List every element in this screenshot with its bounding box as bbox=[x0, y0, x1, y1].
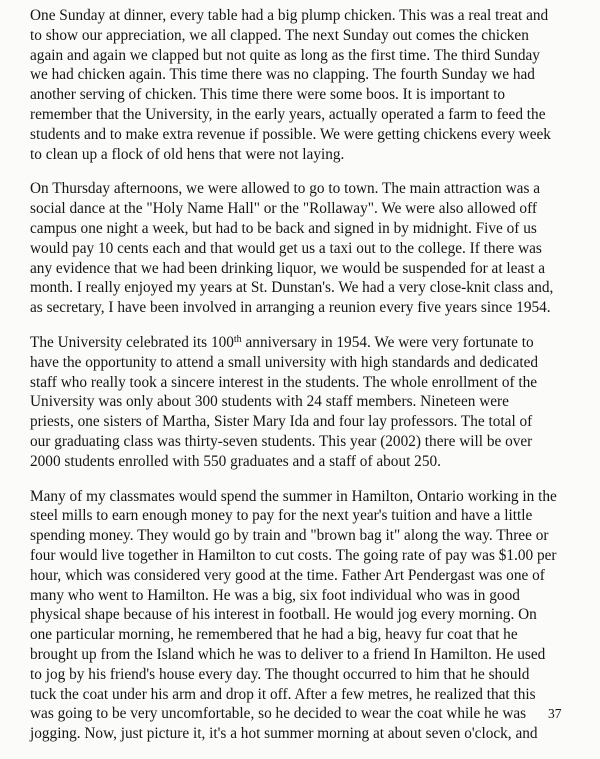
text-line: social dance at the "Holy Name Hall" or the "Rollaway". We were also allowed off bbox=[30, 200, 537, 218]
text-line: to clean up a flock of old hens that were not laying. bbox=[30, 145, 345, 163]
text-line: students and to make extra revenue if possible. We were getting chickens every week bbox=[30, 125, 551, 143]
text-line: again and again we clapped but not quite as long as the first time. The third Sunday bbox=[30, 46, 540, 64]
text-line: staff who really took a sincere interest in the students. The whole enrollment of the bbox=[30, 373, 538, 391]
text-line: tuck the coat under his arm and drop it off. After a few metres, he realized that this bbox=[30, 685, 536, 703]
text-segment: anniversary in 1954. We were very fortunate to bbox=[241, 333, 534, 351]
text-line: hour, which was considered very good at the time. Father Art Pendergast was one of bbox=[30, 566, 545, 584]
text-line: another serving of chicken. This time there were some boos. It is important to bbox=[30, 86, 506, 104]
ordinal-superscript: th bbox=[233, 333, 242, 345]
text-line: priests, one sisters of Martha, Sister Mary Ida and four lay professors. The total of bbox=[30, 413, 533, 431]
paragraph-summer-in-hamilton bbox=[30, 487, 590, 744]
text-line: jogging. Now, just picture it, it's a hot summer morning at about seven o'clock, and bbox=[30, 725, 538, 743]
text-line: month. I really enjoyed my years at St. Dunstan's. We had a very close-knit class and, bbox=[30, 279, 554, 297]
text-line: steel mills to earn enough money to pay for the next year's tuition and have a little bbox=[30, 507, 533, 525]
text-line: was going to be very uncomfortable, so he decided to wear the coat while he was bbox=[30, 705, 527, 723]
text-line: have the opportunity to attend a small university with high standards and dedicated bbox=[30, 353, 539, 371]
text-line: as secretary, I have been involved in arranging a reunion every five years since 1954. bbox=[30, 299, 551, 317]
text-line: would pay 10 cents each and that would get us a taxi out to the college. If there was bbox=[30, 239, 542, 257]
text-line: to show our appreciation, we all clapped. The next Sunday out comes the chicken bbox=[30, 26, 529, 44]
text-line bbox=[30, 333, 590, 353]
text-line: our graduating class was thirty-seven students. This year (2002) there will be over bbox=[30, 432, 533, 450]
document-page bbox=[30, 6, 590, 759]
text-line: brought up from the Island which he was to deliver to a friend In Hamilton. He used bbox=[30, 645, 546, 663]
text-line: University was only about 300 students with 24 staff members. Nineteen were bbox=[30, 393, 509, 411]
text-line: remember that the University, in the early years, actually operated a farm to feed the bbox=[30, 105, 546, 123]
paragraph-chicken-dinners bbox=[30, 6, 590, 164]
text-line: four would live together in Hamilton to cut costs. The going rate of pay was $1.00 per bbox=[30, 546, 557, 564]
paragraph-university-anniversary bbox=[30, 333, 590, 472]
text-line: one particular morning, he remembered that he had a big, heavy fur coat that he bbox=[30, 626, 518, 644]
text-line: Many of my classmates would spend the summer in Hamilton, Ontario working in the bbox=[30, 487, 557, 505]
text-line: On Thursday afternoons, we were allowed to go to town. The main attraction was a bbox=[30, 180, 541, 198]
text-segment: The University celebrated its 100 bbox=[30, 333, 234, 351]
text-line: physical shape because of his interest in football. He would jog every morning. On bbox=[30, 606, 537, 624]
text-line: to jog by his friend's house every day. The thought occurred to him that he should bbox=[30, 665, 530, 683]
text-line: One Sunday at dinner, every table had a big plump chicken. This was a real treat and bbox=[30, 7, 549, 24]
text-line: any evidence that we had been drinking liquor, we would be suspended for at least a bbox=[30, 259, 546, 277]
text-line: many who went to Hamilton. He was a big, six foot individual who was in good bbox=[30, 586, 520, 604]
paragraph-thursday-afternoons bbox=[30, 179, 590, 318]
text-line: campus one night a week, but had to be back and signed in by midnight. Five of us bbox=[30, 219, 537, 237]
text-line: spending money. They would go by train and "brown bag it" along the way. Three or bbox=[30, 527, 549, 545]
page-number: 37 bbox=[548, 706, 562, 721]
text-line: 2000 students enrolled with 550 graduates and a staff of about 250. bbox=[30, 452, 441, 470]
text-line: we had chicken again. This time there was no clapping. The fourth Sunday we had bbox=[30, 66, 535, 84]
